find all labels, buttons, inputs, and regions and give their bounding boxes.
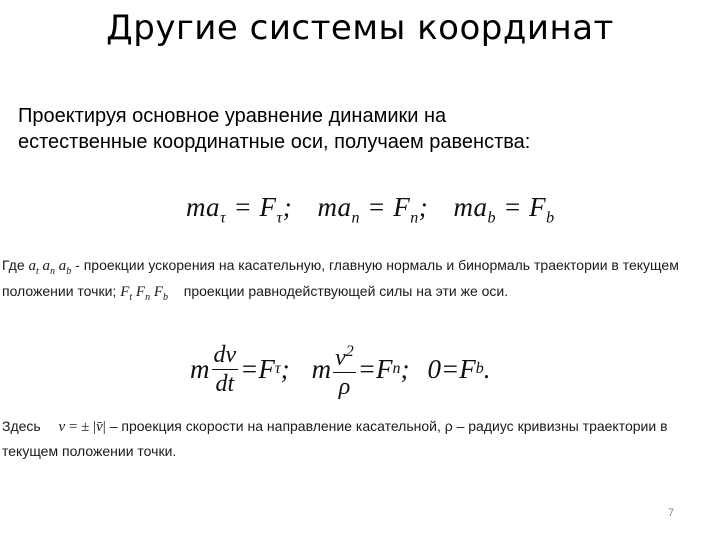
- note1-a2: a: [42, 258, 51, 274]
- note-velocity-continued: текущем положении точки.: [2, 443, 177, 459]
- eq2-semi: ;: [280, 353, 290, 384]
- note2-n: n: [145, 292, 151, 303]
- eq1-m: m: [186, 192, 206, 222]
- equation-differential: [190, 334, 491, 404]
- eq2-dot: .: [483, 353, 491, 384]
- note3-formula: [59, 419, 106, 435]
- note1-n: n: [50, 266, 56, 277]
- eq1-a2: a: [337, 192, 352, 222]
- eq1-n: n: [351, 209, 360, 227]
- eq1-n2: n: [410, 209, 419, 227]
- eq1-equals3: =: [495, 192, 530, 222]
- note1-prefix: Где: [2, 257, 25, 273]
- eq1-equals: =: [226, 192, 260, 222]
- note-acceleration-projections: [2, 257, 679, 277]
- eq1-a3: a: [473, 192, 488, 222]
- note1-a3: a: [58, 258, 67, 274]
- eq2-m: m: [190, 353, 210, 384]
- eq1-tau: τ: [220, 209, 227, 227]
- note3-prefix: Здесь: [2, 418, 41, 434]
- intro-paragraph: Проектируя основное уравнение динамики на естественные координатные оси, получаем равенства:: [18, 105, 531, 153]
- eq2-F3: F: [459, 353, 476, 384]
- note1-a: a: [28, 258, 36, 274]
- eq2-v2: [333, 338, 356, 373]
- eq2-equals: =: [240, 353, 259, 384]
- eq2-tau: τ: [274, 360, 281, 377]
- eq1-equals2: =: [359, 192, 394, 222]
- page-number: 7: [668, 507, 675, 519]
- eq1-F3: F: [529, 192, 547, 222]
- note1-text: - проекции ускорения на касательную, главную нормаль и бинормаль траектории в текущем: [75, 257, 679, 273]
- fraction-dv-dt: [212, 341, 239, 398]
- eq2-equals2: =: [357, 353, 377, 384]
- eq2-two: 2: [345, 342, 354, 360]
- note2-F2: F: [135, 284, 146, 300]
- fraction-v2-rho: [333, 338, 356, 401]
- note3-text: – проекция скорости на направление касательной, ρ – радиус кривизны траектории в: [109, 418, 668, 434]
- eq2-dt: dt: [215, 370, 235, 397]
- eq2-F2: F: [376, 353, 393, 384]
- eq1-sep: ;: [282, 192, 300, 222]
- note2-F: F: [120, 284, 130, 300]
- eq1-m2: m: [317, 192, 338, 222]
- slide-title: Другие системы координат: [106, 8, 614, 48]
- eq2-m2: m: [311, 353, 332, 384]
- note3-eq: = ± |: [65, 419, 97, 435]
- note-force-projections: [2, 283, 508, 303]
- note2-prefix: положении точки;: [2, 283, 117, 299]
- note2-t: t: [129, 292, 133, 303]
- eq1-F2: F: [393, 192, 411, 222]
- eq1-F: F: [259, 192, 277, 222]
- note3-v: v: [58, 419, 66, 435]
- eq1-sep2: ;: [418, 192, 436, 222]
- note3-end: |: [102, 419, 106, 435]
- eq1-a: a: [206, 192, 220, 222]
- eq2-zero: 0: [427, 353, 442, 384]
- eq2-v: v: [335, 344, 346, 371]
- note1-b: b: [66, 266, 72, 277]
- eq2-semi2: ;: [400, 353, 410, 384]
- note2-b: b: [162, 292, 168, 303]
- eq2-equals3: =: [441, 353, 460, 384]
- eq2-b: b: [475, 360, 484, 377]
- note2-F3: F: [153, 284, 163, 300]
- note1-t: t: [36, 266, 39, 277]
- eq1-b: b: [487, 209, 496, 227]
- equation-projections: [186, 192, 555, 227]
- eq1-m3: m: [453, 192, 474, 222]
- eq1-b2: b: [546, 209, 555, 227]
- eq2-rho: ρ: [338, 373, 351, 400]
- eq2-dv: dv: [213, 341, 237, 368]
- eq2-n: n: [392, 360, 401, 377]
- note2-symbols: [120, 284, 168, 303]
- note2-text: проекции равнодействующей силы на эти же оси.: [183, 283, 509, 299]
- eq1-tau2: τ: [276, 209, 283, 227]
- note1-symbols: [28, 258, 72, 277]
- eq2-F: F: [258, 353, 275, 384]
- note3-vbar: v̄: [96, 419, 103, 435]
- note-velocity-projection: [2, 418, 668, 436]
